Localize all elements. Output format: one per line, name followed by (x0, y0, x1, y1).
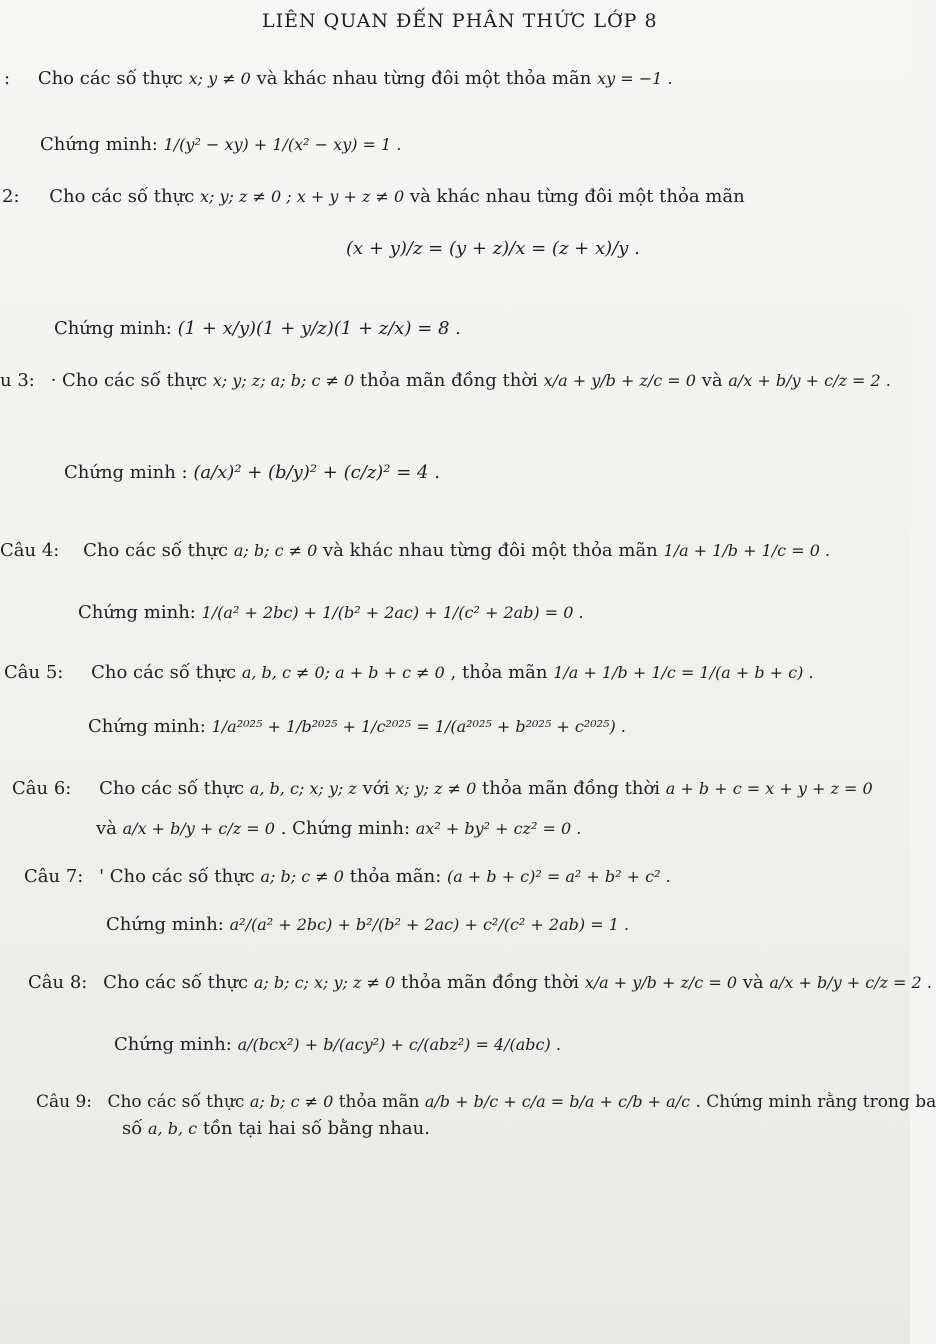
question-1-text: Cho các số thực (37, 68, 183, 89)
question-5-math: a, b, c ≠ 0; a + b + c ≠ 0 (241, 663, 445, 682)
question-6-label: Câu 6: (12, 778, 72, 799)
question-8-prove (114, 1034, 561, 1055)
question-3-statement (0, 370, 891, 391)
question-2-math: x; y; z ≠ 0 ; x + y + z ≠ 0 (200, 187, 405, 206)
question-8-math: a; b; c; x; y; z ≠ 0 (253, 973, 396, 992)
question-9-label: Câu 9: (36, 1092, 93, 1112)
question-7-statement (24, 866, 671, 887)
question-5-prove (88, 716, 626, 737)
question-7-prove-label: Chứng minh: (106, 914, 224, 935)
question-7-label: Câu 7: (24, 866, 84, 887)
question-4-prove-math: 1/(a² + 2bc) + 1/(b² + 2ac) + 1/(c² + 2ab) = 0 . (201, 603, 584, 622)
question-8-label: Câu 8: (28, 972, 88, 993)
question-3-prove-label: Chứng minh : (64, 462, 188, 483)
question-8-statement (28, 972, 932, 993)
question-1-label: : (4, 68, 11, 89)
question-1-text-2: và khác nhau từng đôi một thỏa mãn (256, 68, 592, 89)
question-9-text-3: . Chứng minh rằng trong ba (695, 1092, 936, 1112)
question-3-label: u 3: (0, 370, 35, 391)
question-9-line2-math: a, b, c (147, 1119, 198, 1138)
question-8-prove-math: a/(bcx²) + b/(acy²) + c/(abz²) = 4/(abc) . (237, 1035, 561, 1054)
question-3-and: và (701, 370, 723, 391)
question-6-condition: a/x + b/y + c/z = 0 (122, 819, 275, 838)
question-6-math-3: a + b + c = x + y + z = 0 (665, 779, 873, 798)
question-6-text: Cho các số thực (99, 778, 245, 799)
question-2-prove-label: Chứng minh: (54, 318, 172, 339)
question-8-condition-1: x/a + y/b + z/c = 0 (584, 973, 738, 992)
question-7-text-2: thỏa mãn: (349, 866, 442, 887)
question-1-math: x; y ≠ 0 (188, 69, 251, 88)
question-6-math: a, b, c; x; y; z (249, 779, 357, 798)
question-7-prove (106, 914, 629, 935)
question-7-math: a; b; c ≠ 0 (260, 867, 344, 886)
question-6-text-2: với (362, 778, 390, 799)
question-5-prove-label: Chứng minh: (88, 716, 206, 737)
question-4-statement (0, 540, 830, 561)
question-8-and: và (742, 972, 764, 993)
question-9-text-2: thỏa mãn (338, 1092, 420, 1112)
question-8-text: Cho các số thực (103, 972, 249, 993)
question-4-prove (78, 602, 584, 623)
question-1-prove-label: Chứng minh: (40, 134, 158, 155)
question-6-prove-label: . Chứng minh: (280, 818, 411, 839)
question-6-prove-math: ax² + by² + cz² = 0 . (415, 819, 582, 838)
question-9-statement (36, 1092, 936, 1112)
question-5-text-2: , thỏa mãn (450, 662, 548, 683)
question-2-label: 2: (2, 186, 20, 207)
page-title: LIÊN QUAN ĐẾN PHÂN THỨC LỚP 8 (262, 10, 658, 32)
question-1-statement (4, 68, 673, 89)
question-3-text-2: thỏa mãn đồng thời (359, 370, 538, 391)
question-7-prove-math: a²/(a² + 2bc) + b²/(b² + 2ac) + c²/(c² + 2ab) = 1 . (229, 915, 630, 934)
question-6-and: và (96, 818, 117, 839)
question-9-math: a; b; c ≠ 0 (249, 1092, 334, 1111)
question-4-label: Câu 4: (0, 540, 60, 561)
question-4-condition: 1/a + 1/b + 1/c = 0 . (663, 541, 831, 560)
question-5-text: Cho các số thực (91, 662, 237, 683)
question-6-text-3: thỏa mãn đồng thời (482, 778, 661, 799)
question-8-condition-2: a/x + b/y + c/z = 2 . (769, 973, 932, 992)
question-2-condition: (x + y)/z = (y + z)/x = (z + x)/y . (346, 238, 640, 259)
question-3-prove-math: (a/x)² + (b/y)² + (c/z)² = 4 . (193, 462, 440, 483)
question-2-statement (2, 186, 745, 207)
question-4-text: Cho các số thực (83, 540, 229, 561)
question-5-label: Câu 5: (4, 662, 64, 683)
question-9-line2-text: số (122, 1118, 143, 1139)
question-9-line2-text-2: tồn tại hai số bằng nhau. (202, 1118, 430, 1139)
question-5-condition: 1/a + 1/b + 1/c = 1/(a + b + c) . (553, 663, 814, 682)
question-3-prove (64, 462, 440, 483)
question-3-condition-1: x/a + y/b + z/c = 0 (543, 371, 696, 390)
question-4-math: a; b; c ≠ 0 (233, 541, 318, 560)
question-4-text-2: và khác nhau từng đôi một thỏa mãn (323, 540, 658, 561)
question-6-statement (12, 778, 873, 799)
question-5-prove-math: 1/a²⁰²⁵ + 1/b²⁰²⁵ + 1/c²⁰²⁵ = 1/(a²⁰²⁵ + b²⁰²⁵ + c²⁰²⁵) . (211, 717, 626, 736)
question-8-prove-label: Chứng minh: (114, 1034, 232, 1055)
question-8-text-2: thỏa mãn đồng thời (400, 972, 579, 993)
question-2-prove (54, 318, 461, 339)
question-3-condition-2: a/x + b/y + c/z = 2 . (728, 371, 891, 390)
question-9-continuation (122, 1118, 430, 1139)
question-5-statement (4, 662, 814, 683)
question-6-condition-line (96, 818, 581, 839)
question-7-text: ' Cho các số thực (99, 866, 255, 887)
question-4-prove-label: Chứng minh: (78, 602, 196, 623)
question-2-text: Cho các số thực (49, 186, 195, 207)
question-9-text: Cho các số thực (107, 1092, 245, 1112)
question-2-text-2: và khác nhau từng đôi một thỏa mãn (409, 186, 745, 207)
question-3-text: · Cho các số thực (50, 370, 208, 391)
question-1-math-2: xy = −1 . (597, 69, 673, 88)
question-7-condition: (a + b + c)² = a² + b² + c² . (447, 867, 671, 886)
question-3-math: x; y; z; a; b; c ≠ 0 (212, 371, 355, 390)
question-1-prove (40, 134, 401, 155)
question-9-condition: a/b + b/c + c/a = b/a + c/b + a/c (424, 1092, 691, 1111)
question-2-prove-math: (1 + x/y)(1 + y/z)(1 + z/x) = 8 . (177, 318, 461, 339)
question-1-prove-math: 1/(y² − xy) + 1/(x² − xy) = 1 . (163, 135, 402, 154)
question-6-math-2: x; y; z ≠ 0 (395, 779, 477, 798)
